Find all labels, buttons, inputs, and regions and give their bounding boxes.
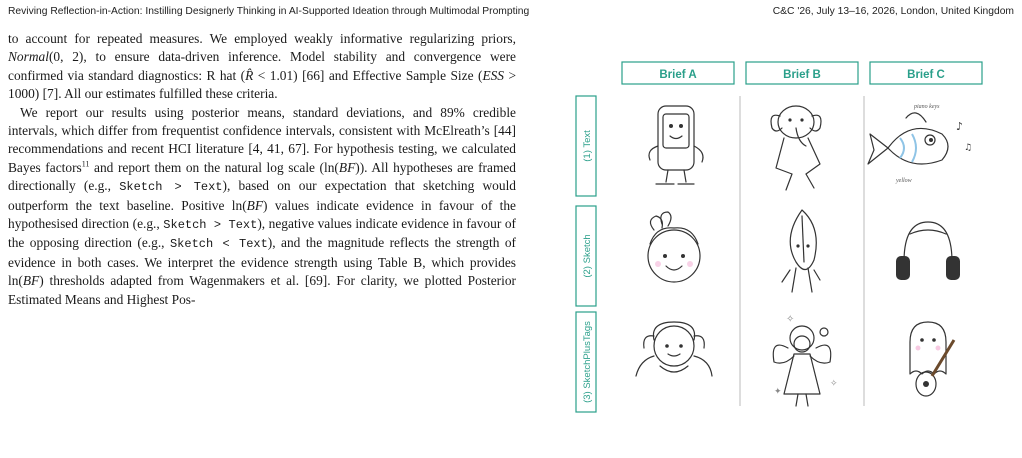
sketch-musical-fish <box>868 104 972 184</box>
brief-label-a: Brief A <box>659 69 697 81</box>
code-sketch-gt-text: Sketch > Text <box>119 180 223 195</box>
running-header <box>8 6 1014 20</box>
brief-header-c <box>870 62 982 84</box>
brief-label-b: Brief B <box>783 69 821 81</box>
music-note-icon: ♪ <box>956 120 964 133</box>
code-sketch-lt-text: Sketch < Text <box>169 237 268 252</box>
math-rhat: R̂ <box>245 67 254 83</box>
text-span: ) thresholds adapted from Wagenmakers et al. [69]. For clarity, we plotted Posterior Estimated Means and Highest Pos- <box>8 273 516 307</box>
music-note-icon: ♫ <box>964 143 973 153</box>
sketch-phone-character <box>649 106 703 184</box>
sketch-headphones <box>896 222 960 280</box>
figure-canvas <box>570 56 1010 416</box>
text-span: We report our results using posterior means, standard deviations, and 89% credible intervals, which differ from frequentist confidence intervals, consistent with McElreath’s [44] recommendations and recent HCI literature [4, 41, 67]. For hypothesis testing, we calculated Bayes factors <box>8 104 516 175</box>
text-span: ), negative values indicate evidence in favour of the opposing direction (e.g., <box>8 216 516 251</box>
math-bf: BF <box>22 273 40 289</box>
text-span: and report them on the natural log scale (ln( <box>89 159 339 175</box>
handwritten-note: yellow <box>896 178 912 184</box>
brief-header-a <box>622 62 734 84</box>
paper-title-header: Reviving Reflection-in-Action: Instilling Designerly Thinking in AI-Supported Ideation through Multimodal Prompting <box>8 6 530 17</box>
sparkle-icon: ✧ <box>830 379 838 389</box>
text-span: )). All hypotheses are framed directionally (e.g., <box>8 159 516 194</box>
sketch-pigtail-girl <box>636 322 712 376</box>
handwritten-note: piano keys <box>914 104 940 110</box>
row-header-text <box>576 96 596 196</box>
sparkle-icon: ✧ <box>786 314 795 325</box>
sketch-fairy <box>773 314 838 406</box>
math-bf: BF <box>338 159 356 175</box>
conference-header: C&C '26, July 13–16, 2026, London, United Kingdom <box>772 6 1014 17</box>
sketch-leaf-creature <box>782 210 820 292</box>
row-header-sketchplustags <box>576 312 596 412</box>
footnote-marker[interactable]: 11 <box>81 159 90 169</box>
brief-label-c: Brief C <box>907 69 945 81</box>
sketch-grid-figure <box>570 56 1010 416</box>
sketch-girl-face <box>648 212 700 282</box>
text-span: ), based on our expectation that sketching would outperform the text baseline. Positive ln( <box>8 178 516 213</box>
text-span: ), and the magnitude reflects the strength of evidence in both cases. We interpret the evidence strength using Table B, which provides ln( <box>8 235 516 289</box>
text-span: > 1000) [7]. All our estimates fulfilled these criteria. <box>8 67 516 102</box>
text-span: to account for repeated measures. We employed weakly informative regularizing priors, <box>8 31 516 46</box>
text-span: (0, 2), to ensure data-driven inference. Model stability and convergence were confirmed via standard diagnostics: R hat ( <box>8 49 516 83</box>
body-text-column <box>8 30 516 458</box>
row-label-sketch: (2) Sketch <box>582 234 593 278</box>
math-normal: Normal <box>8 49 49 65</box>
sketch-elephant-creature <box>771 106 821 190</box>
text-span: ) values indicate evidence in favour of the hypothesised direction (e.g., <box>8 197 516 232</box>
math-bf: BF <box>246 197 264 213</box>
paragraph-results <box>8 104 516 309</box>
row-header-sketch <box>576 206 596 306</box>
math-ess: ESS <box>482 67 505 83</box>
code-sketch-gt-text: Sketch > Text <box>163 218 258 233</box>
sparkle-icon: ✦ <box>774 387 782 397</box>
sketch-ghost-guitar <box>910 322 954 396</box>
text-span: < 1.01) [66] and Effective Sample Size ( <box>253 67 483 83</box>
row-label-sketchplustags: (3) SketchPlusTags <box>582 321 593 403</box>
paragraph-priors <box>8 30 516 104</box>
brief-header-b <box>746 62 858 84</box>
row-label-text: (1) Text <box>582 130 593 162</box>
